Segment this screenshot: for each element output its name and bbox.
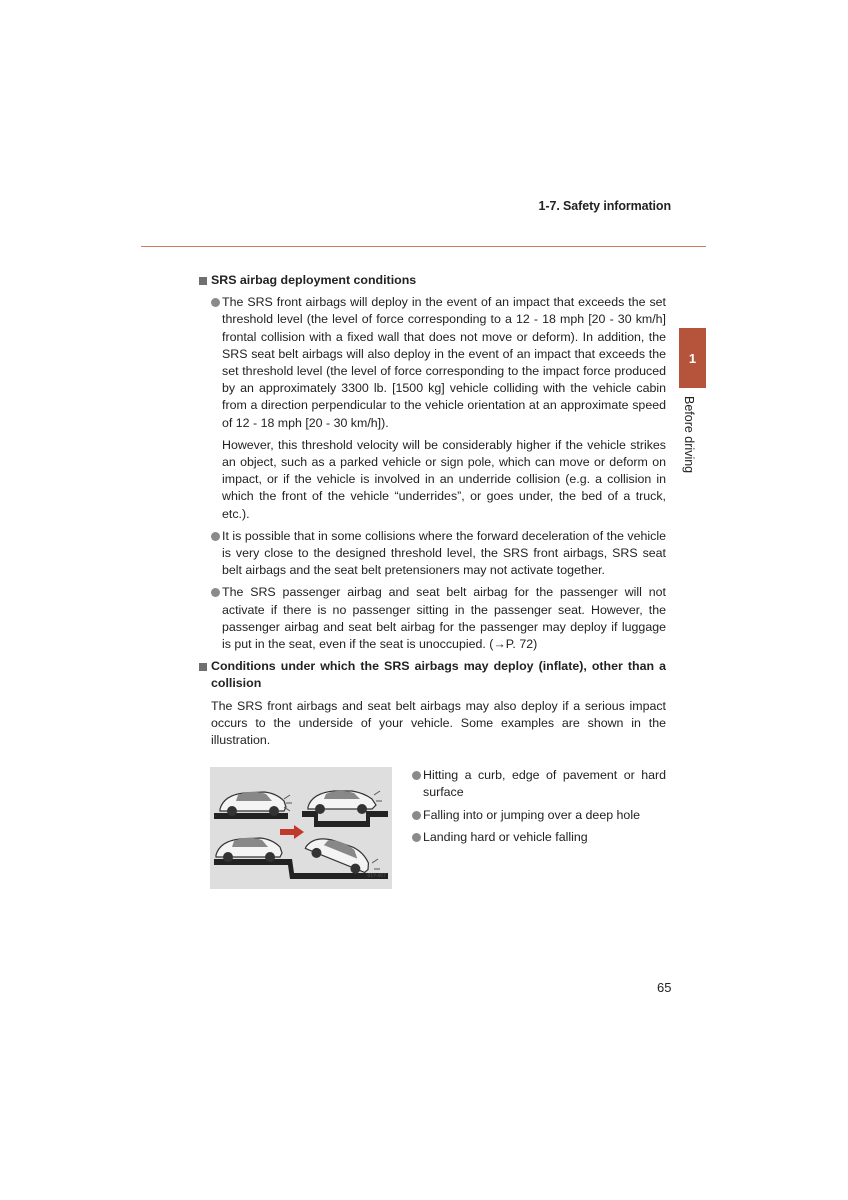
page-content: [199, 272, 666, 889]
list-item: Falling into or jumping over a deep hole: [412, 807, 666, 824]
underbody-impact-illustration: [210, 767, 392, 889]
header-divider: [141, 246, 706, 247]
illustration-code: 01Y-007: [367, 873, 386, 880]
list-item: The SRS passenger airbag and seat belt airbag for the passenger will not activate if there is no passenger sitting in the passenger seat. However, the passenger airbag and seat belt airbag for the passenger may deploy if luggage is put in the seat, even if the seat is unoccupied. (→P. 72): [199, 584, 666, 653]
illustration-row: [199, 767, 666, 889]
chapter-label: Before driving: [682, 396, 696, 474]
car-hole-icon: [302, 791, 388, 827]
circle-bullet-icon: [412, 811, 421, 820]
red-arrow-icon: [280, 825, 304, 839]
other-conditions-heading: Conditions under which the SRS airbags may deploy (inflate), other than a collision: [199, 658, 666, 692]
list-item: It is possible that in some collisions where the forward deceleration of the vehicle is very close to the designed threshold level, the SRS front airbags, SRS seat belt airbags and the seat belt pretensioners may not activate together.: [199, 528, 666, 580]
list-item: Landing hard or vehicle falling: [412, 829, 666, 846]
circle-bullet-icon: [412, 771, 421, 780]
circle-bullet-icon: [211, 588, 220, 597]
page-number: 65: [657, 980, 672, 995]
other-conditions-intro: The SRS front airbags and seat belt airbags may also deploy if a serious impact occurs to the underside of your vehicle. Some examples are shown in the illustration.: [211, 698, 666, 748]
list-item: The SRS front airbags will deploy in the event of an impact that exceeds the set threshold level (the level of force corresponding to a 12 - 18 mph [20 - 30 km/h] frontal collision with a fixed wall that does not move or deform). In addition, the SRS seat belt airbags will also deploy in the event of an impact that exceeds the set threshold level (the level of force corresponding to the impact force produced by an approximately 3300 lb. [1500 kg] vehicle colliding with the vehicle cabin from a direction perpendicular to the vehicle orientation at an approximate speed of 12 - 18 mph [20 - 30 km/h]).: [199, 294, 666, 432]
square-bullet-icon: [199, 663, 207, 671]
section-title: 1-7. Safety information: [538, 199, 671, 213]
threshold-note: However, this threshold velocity will be considerably higher if the vehicle strikes an object, such as a parked vehicle or sign pole, which can move or deform on impact, or if the vehicle is involved in an underride collision (e.g. a collision in which the front of the vehicle “underrides”, or goes under, the bed of a truck, etc.).: [222, 437, 666, 521]
square-bullet-icon: [199, 277, 207, 285]
chapter-number: 1: [688, 350, 697, 366]
car-curb-icon: [214, 792, 292, 819]
circle-bullet-icon: [211, 298, 220, 307]
car-landing-icon: [214, 831, 388, 879]
circle-bullet-icon: [412, 833, 421, 842]
chapter-tab: [679, 328, 706, 388]
list-item: Hitting a curb, edge of pavement or hard surface: [412, 767, 666, 801]
deployment-heading: SRS airbag deployment conditions: [199, 272, 666, 289]
example-list: [412, 767, 666, 889]
circle-bullet-icon: [211, 532, 220, 541]
cars-illustration-svg: [210, 767, 392, 889]
